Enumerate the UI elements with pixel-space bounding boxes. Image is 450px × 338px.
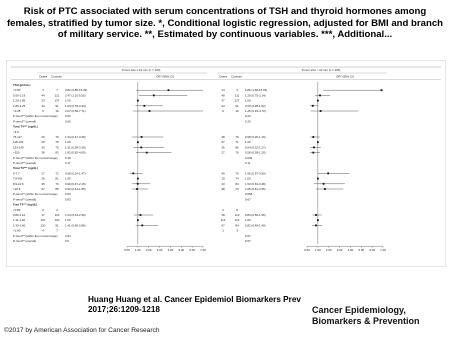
or-text: 2.07 (0.56-7.71) [65,109,86,113]
controls-value: 76 [235,150,239,155]
point-estimate [317,178,319,180]
controls-value: 74 [235,176,239,181]
controls-value: 110 [234,213,240,217]
cases-value: 23 [41,98,45,103]
controls-value: 16 [235,109,239,113]
controls-value: 3 [236,88,238,93]
right-col-cases-header: Cases [219,74,228,79]
or-text: 1.20 (0.75-2.14) [245,93,266,98]
row-label: >10.6 [13,187,21,191]
point-estimate [137,100,139,102]
cases-value: 48 [221,213,225,217]
row-label: P-trend** (overall) [13,239,36,243]
controls-value: 83 [55,150,59,155]
x-tick-label: 3.00 [336,248,343,253]
controls-value: 72 [55,171,59,176]
x-tick-label: 0.00 [304,248,310,253]
cases-value: 38 [221,187,225,191]
cases-value: 37 [221,98,225,103]
x-tick-label: 5.00 [178,248,185,253]
or-text: 0.58 (0.24-1.47) [65,171,86,176]
controls-value: 70 [235,171,239,176]
cases-value: 37 [41,187,45,191]
row-label: 7.8-8.8 [13,176,22,181]
controls-value: 3 [236,228,238,233]
left-col-or-header: OR* (95% CI) [156,74,174,79]
controls-value: 70 [55,181,59,186]
or-text: 6.86 (1.50-15.04) [245,88,268,93]
x-tick-label: 0.00 [124,248,130,253]
or-text: 1.31 (0.58-3.39) [65,145,86,150]
cases-value: 26 [41,176,45,181]
cases-value: 112 [220,218,226,223]
row-label: <4.0 [13,129,19,134]
or-text: 1.82 (0.82-4.09) [65,150,86,155]
forest-plot-figure [6,60,446,267]
x-tick-label: 1.00 [315,248,321,253]
row-label: 0.50-1.19 [13,93,26,98]
controls-value: 73 [235,187,239,191]
point-estimate [319,95,321,97]
or-text: 0.22 [245,114,251,119]
journal-logo [312,305,420,326]
or-text: 0.17 [65,161,71,165]
point-estimate [317,100,319,102]
panel-left-header: Tumor size ≤ 10 mm (n = 120) [121,68,161,72]
or-text: 0.05 [65,114,71,119]
cases-value: 6 [222,109,224,113]
cases-value: 5 [42,109,44,113]
cases-value: 17 [41,171,45,176]
cases-value: 20 [41,135,45,139]
or-text: 1.00 [65,218,71,223]
cases-value: 48 [221,93,225,98]
point-estimate [136,188,138,190]
cases-value: 44 [41,93,45,98]
row-label: Free T4*** (ng/dL) [13,202,38,207]
x-tick-label: 2.00 [325,248,332,253]
row-label: P-trend** (overall) [13,197,36,202]
controls-value: 7 [56,88,58,93]
cases-value: 38 [221,135,225,139]
or-text: 3.82 (0.85-15.49) [65,88,88,93]
left-col-controls-header: Controls [51,74,62,79]
citation [88,295,301,315]
cases-value: 17 [41,213,45,217]
point-estimate [137,183,139,185]
or-text: 2.47 (1.10-5.55) [65,93,86,98]
or-text: 1.41 (0.80-2.86) [65,223,86,228]
controls-value: 86 [235,145,239,150]
panel-right-header: Tumor size > 10 mm (n = 206) [301,68,341,72]
row-label: <0.80 [13,207,21,212]
point-estimate [141,225,143,227]
slide-title: Risk of PTC associated with serum concentrations of TSH and thyroid hormones among females, stratified by tumor size. *, Conditional logistic regression, adjusted for BMI and branch of military service. **, Estimated by continuous variables. ***, Additional... [6,6,444,41]
row-label: P-trend** (within the normal range) [13,114,58,119]
row-label: <0.50 [13,88,21,93]
row-label: 0.80-1.10 [13,213,26,217]
row-label: Total T3*** (ng/dL) [13,166,38,171]
cases-value: 37 [221,140,225,145]
point-estimate [312,136,314,138]
x-tick-label: 3.00 [156,248,163,253]
point-estimate [141,136,143,138]
forest-plot [7,61,445,266]
controls-value: 91 [55,223,59,228]
or-text: 0.83 (0.50-1.36) [245,213,266,217]
point-estimate [381,89,383,91]
x-tick-label: 4.00 [167,248,174,253]
row-label: 133-149 [13,145,24,150]
copyright-notice: ©2017 by American Association for Cancer Research [4,327,160,334]
or-text: 1.60 (0.78-3.30) [65,103,86,108]
row-label: TSH (µU/mL) [13,83,31,87]
or-text: 0.57 [245,233,251,238]
cases-value: 33 [41,145,45,150]
controls-value: 110 [54,213,60,217]
or-text: 0.032 [245,155,253,160]
or-text: 1.65 (0.81-3.35) [245,187,266,191]
row-label: 75-117 [13,135,22,139]
cases-value: 67 [221,223,225,228]
point-estimate [317,141,319,143]
or-text: 0.82 (0.48-1.40) [245,223,266,228]
point-estimate [315,214,317,216]
point-estimate [143,105,145,107]
row-label: >1.60 [13,228,21,233]
row-label: 1.20-1.85 [13,98,26,103]
or-text: 1.95 (0.97-3.90) [245,171,266,176]
cases-value: 120 [40,223,46,228]
or-text: 1.00 [245,140,251,145]
controls-value: 91 [55,103,59,108]
x-tick-label: 7.00 [200,248,206,253]
row-label: 1.30-1.60 [13,223,26,228]
or-text: 0.58 (0.28-1.20) [245,150,266,155]
point-estimate [153,95,155,97]
row-label: P-trend** (within the normal range) [13,155,58,160]
controls-value: 79 [235,135,239,139]
or-text: 0.53 [65,192,71,197]
controls-value: 2 [56,207,58,212]
cases-value: 1 [222,228,224,233]
or-text: 0.53 (0.28-1.02) [245,103,266,108]
point-estimate [137,141,139,143]
controls-value: 81 [55,176,59,181]
or-text: 1.00 [245,98,251,103]
cases-value: 2 [42,207,44,212]
point-estimate [317,219,319,221]
controls-value: 120 [54,218,60,223]
point-estimate [137,178,139,180]
or-text: 1.00 [245,176,251,181]
x-tick-label: 6.00 [369,248,375,253]
controls-value: 16 [55,109,59,113]
point-estimate [312,152,314,154]
point-estimate [168,89,170,91]
controls-value: 84 [235,181,239,186]
row-label: >3.25 [13,109,21,113]
or-text: 0.34 [65,233,71,238]
controls-value: 8 [236,207,238,212]
point-estimate [315,225,317,227]
row-label: 0-7.7 [13,171,20,176]
row-label: 8.9-10.6 [13,181,24,186]
point-estimate [132,173,134,175]
point-estimate [149,110,151,112]
controls-value: 84 [235,223,239,228]
cases-value: 27 [221,150,225,155]
or-text: 1.25 (0.33-4.73) [245,109,266,113]
point-estimate [137,219,139,221]
cases-value: 107 [40,218,46,223]
controls-value: 75 [55,140,59,145]
cases-value: 4 [42,228,44,233]
point-estimate [140,147,142,149]
cases-value: 2 [222,207,224,212]
cases-value: 29 [41,140,45,145]
cases-value: 36 [221,145,225,150]
row-label: P-trend** (overall) [13,119,36,124]
controls-value: 91 [235,103,239,108]
controls-value: 137 [54,98,60,103]
x-tick-label: 7.00 [380,248,386,253]
x-tick-label: 2.00 [145,248,152,253]
or-text: 0.29 [245,119,251,124]
or-text: 1.00 [65,140,71,145]
or-text: 0.18 [65,155,71,160]
cases-value: 35 [41,181,45,186]
row-label: P-trend** (within the normal range) [13,192,58,197]
row-label: P-trend** (within the normal range) [13,233,58,238]
point-estimate [140,214,142,216]
controls-value: 71 [235,140,239,145]
or-text: 0.58 (0.29-1.19) [245,135,266,139]
or-text: 1.24 (0.64-2.39) [65,213,86,217]
controls-value: 121 [54,93,60,98]
or-text: 1.00 [65,176,71,181]
point-estimate [327,173,329,175]
point-estimate [323,183,325,185]
left-col-cases-header: Cases [39,74,48,79]
cases-value: 24 [221,103,225,108]
cases-value: 40 [221,171,225,176]
point-estimate [324,188,326,190]
or-text: 1.34 (0.47-3.35) [65,135,86,139]
x-tick-label: 6.00 [189,248,195,253]
journal-name-line2: Biomarkers & Prevention [312,315,420,326]
controls-value: 75 [55,145,59,150]
cases-value: 34 [41,103,45,108]
or-text: 0.11 [245,161,251,165]
cases-value: 14 [221,88,225,93]
or-text: 0.6 [65,239,70,243]
journal-name-line1: Cancer Epidemiology, [312,305,406,315]
row-label: 1.11-1.20 [13,218,25,223]
or-text: 0.058 [245,192,253,197]
or-text: 1.00 [245,218,251,223]
cases-value: 1 [42,88,44,93]
citation-authors: Huang Huang et al. Cancer Epidemiol Biomarkers Prev [88,295,301,304]
controls-value: 7 [56,228,58,233]
controls-value: 111 [234,93,240,98]
x-tick-label: 5.00 [358,248,365,253]
point-estimate [313,147,315,149]
or-text: 0.92 (0.44-1.95) [65,187,86,191]
row-label: 118-132 [13,140,24,145]
controls-value: 112 [234,218,240,223]
controls-value: 127 [234,98,240,103]
point-estimate [146,152,148,154]
x-tick-label: 1.00 [135,248,141,253]
controls-value: 88 [55,187,59,191]
or-text: 0.65 [65,119,71,124]
or-text: 1.53 (0.63-3.48) [245,181,266,186]
point-estimate [320,110,322,112]
right-col-controls-header: Controls [231,74,242,79]
row-label: 1.86-3.25 [13,103,26,108]
or-text: 0.67 [245,197,251,202]
or-text: 0.57 [245,239,251,243]
x-tick-label: 4.00 [347,248,354,253]
row-label: Total T4*** (ng/dL) [13,124,38,129]
or-text: 0.99 (0.47-2.15) [65,181,86,186]
right-col-or-header: OR* (95% CI) [336,74,354,79]
or-text: 1.00 [65,98,71,103]
point-estimate [312,105,314,107]
citation-reference: 2017;26:1209-1218 [88,305,160,314]
or-text: 0.64 (0.32-1.27) [245,145,266,150]
cases-value: 19 [221,176,225,181]
row-label: >150 [13,150,20,155]
controls-value: 70 [55,135,59,139]
row-label: P-trend** (overall) [13,161,36,165]
cases-value: 43 [221,181,225,186]
cases-value: 38 [41,150,45,155]
or-text: 0.83 [65,197,71,202]
